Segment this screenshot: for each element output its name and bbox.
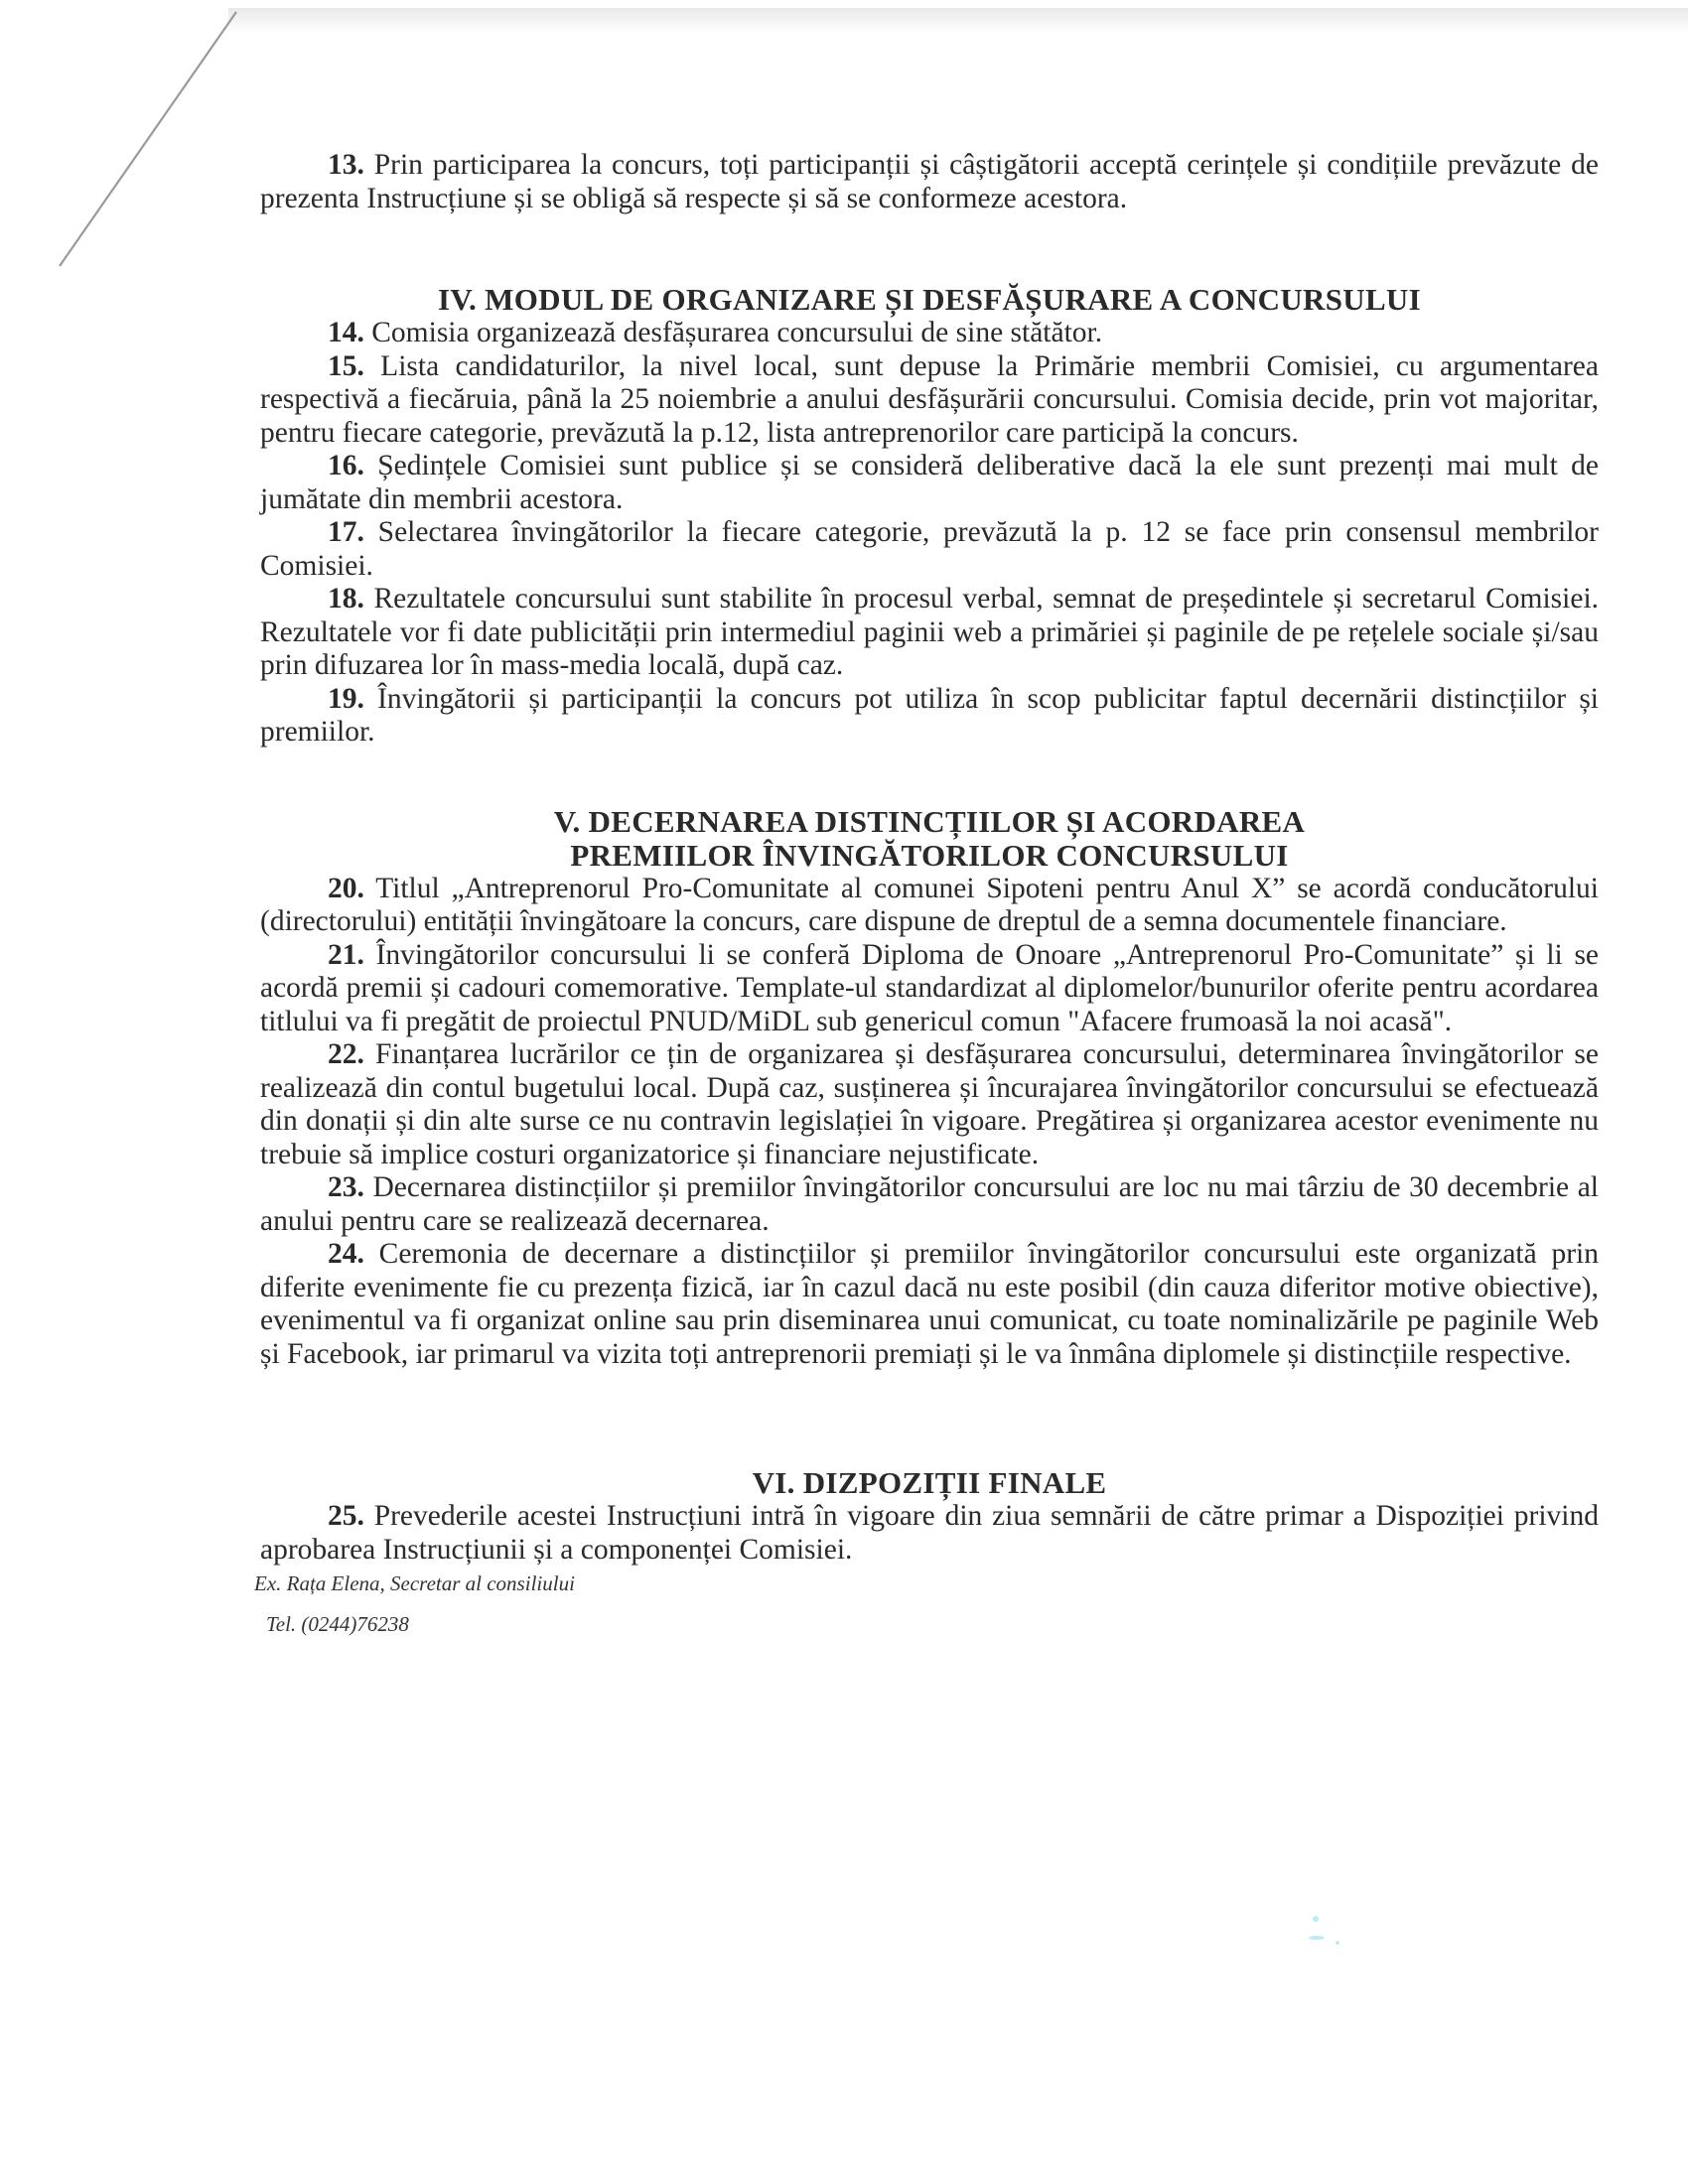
scan-speck — [1336, 1941, 1339, 1945]
clause-text: Ceremonia de decernare a distincțiilor și premiilor învingătorilor concursului este organizată prin diferite evenimente fie cu prezența fizică, iar în cazul dacă nu este posibil (din cauza diferitor motive obiective), evenimentul va fi organizat online sau prin diseminarea unui comunicat, cu toate nominalizările pe paginile Web și Facebook, iar primarul va vizita toți antreprenorii premiați și le va înmâna diplomele și distincțiile respective. — [260, 1238, 1599, 1370]
scan-shadow-band — [228, 8, 1688, 34]
clause-number: 24. — [328, 1238, 364, 1270]
clause-number: 21. — [328, 938, 364, 971]
section-vi-heading: VI. DIZPOZIȚII FINALE — [752, 1465, 1107, 1500]
clause-text: Învingătorii și participanții la concurs pot utiliza în scop publicitar faptul decernării distincțiilor și premiilor. — [260, 682, 1600, 748]
clause-23 — [260, 1171, 1599, 1238]
clause-text: Rezultatele concursului sunt stabilite în procesul verbal, semnat de președintele și secretarul Comisiei. Rezultatele vor fi date publicității prin intermediul paginii web a primăriei și paginile de pe rețelele sociale și/sau prin difuzarea lor în mass-media locală, după caz. — [260, 583, 1600, 681]
clause-text: Selectarea învingătorilor la fiecare categorie, prevăzută la p. 12 se face prin consensul membrilor Comisiei. — [260, 516, 1599, 582]
section-v-heading-line-2: PREMIILOR ÎNVINGĂTORILOR CONCURSULUI — [570, 837, 1289, 873]
clause-number: 16. — [328, 450, 364, 481]
clause-text: Lista candidaturilor, la nivel local, sunt depuse la Primărie membrii Comisiei, cu argumentarea respectivă a fiecăruia, până la 25 noiembrie a anului desfășurării concursului. Comisia decide, prin vot majoritar, pentru fiecare categorie, prevăzută la p.12, lista antreprenorilor care participă la concurs. — [260, 349, 1599, 449]
clause-number: 22. — [328, 1038, 364, 1070]
clause-text: Prevederile acestei Instrucțiuni intră în vigoare din ziua semnării de către primar a Dispoziției privind aprobarea Instrucțiunii și a componenței Comisiei. — [260, 1500, 1599, 1566]
clause-number: 18. — [328, 583, 364, 614]
scan-speck — [1309, 1936, 1325, 1940]
clause-15 — [260, 350, 1599, 451]
clause-20 — [260, 873, 1599, 939]
clause-18 — [260, 583, 1599, 683]
clause-number: 15. — [328, 349, 364, 382]
clause-text: Decernarea distincțiilor și premiilor învingătorilor concursului are loc nu mai târziu de 30 decembrie al anului pentru care se realizează decernarea. — [260, 1171, 1600, 1237]
clause-17 — [260, 516, 1599, 583]
document-page — [254, 149, 1600, 1637]
clause-19 — [260, 683, 1599, 750]
clause-number: 23. — [328, 1171, 364, 1203]
clause-22 — [260, 1038, 1599, 1171]
executor-line: Ex. Rața Elena, Secretar al consiliului — [254, 1571, 575, 1595]
clause-24 — [260, 1238, 1599, 1371]
clause-text: Finanțarea lucrărilor ce țin de organizarea și desfășurarea concursului, determinarea învingătorilor se realizează din contul bugetului local. După caz, susținerea și încurajarea învingătorilor concursului se efectuează din donații și din alte surse ce nu contravin legislației în vigoare. Pregătirea și organizarea acestor evenimente nu trebuie să implice costuri organizatorice și financiare nejustificate. — [260, 1038, 1599, 1170]
phone-line: Tel. (0244)76238 — [266, 1612, 409, 1636]
clause-number: 19. — [328, 682, 364, 715]
clause-text: Comisia organizează desfășurarea concursului de sine stătător. — [371, 317, 1103, 348]
clause-21 — [260, 939, 1599, 1039]
clause-13 — [260, 149, 1599, 215]
clause-number: 17. — [328, 516, 364, 548]
clause-25 — [260, 1500, 1599, 1567]
clause-number: 13. — [328, 149, 364, 181]
clause-number: 20. — [328, 872, 364, 904]
clause-number: 14. — [328, 317, 364, 348]
clause-text: Ședințele Comisiei sunt publice și se consideră deliberative dacă la ele sunt prezenți mai mult de jumătate din membrii acestora. — [260, 450, 1599, 515]
clause-14 — [260, 317, 1599, 350]
clause-text: Prin participarea la concurs, toți participanții și câștigătorii acceptă cerințele și condițiile prevăzute de prezenta Instrucțiune și se obligă să respecte și să se conformeze acestora. — [260, 149, 1599, 214]
scan-speck — [1313, 1916, 1319, 1922]
clause-number: 25. — [328, 1500, 364, 1532]
clause-text: Învingătorilor concursului li se conferă Diploma de Onoare „Antreprenorul Pro-Comunitate” și li se acordă premii și cadouri comemorative. Template-ul standardizat al diplomelor/bunurilor oferite pentru acordarea titlului va fi pregătit de proiectul PNUD/MiDL sub genericul comun "Afacere frumoasă la noi acasă". — [260, 938, 1600, 1037]
scan-edge-line — [0, 0, 258, 288]
clause-text: Titlul „Antreprenorul Pro-Comunitate al comunei Sipoteni pentru Anul X” se acordă conducătorului (directorului) entității învingătoare la concurs, care dispune de dreptul de a semna documentele financiare. — [260, 872, 1599, 937]
clause-16 — [260, 450, 1599, 516]
section-v-heading-line-1: V. DECERNAREA DISTINCȚIILOR ȘI ACORDAREA — [553, 803, 1306, 839]
section-iv-heading: IV. MODUL DE ORGANIZARE ȘI DESFĂȘURARE A CONCURSULUI — [438, 282, 1421, 317]
diagonal-scan-mark — [60, 12, 236, 266]
